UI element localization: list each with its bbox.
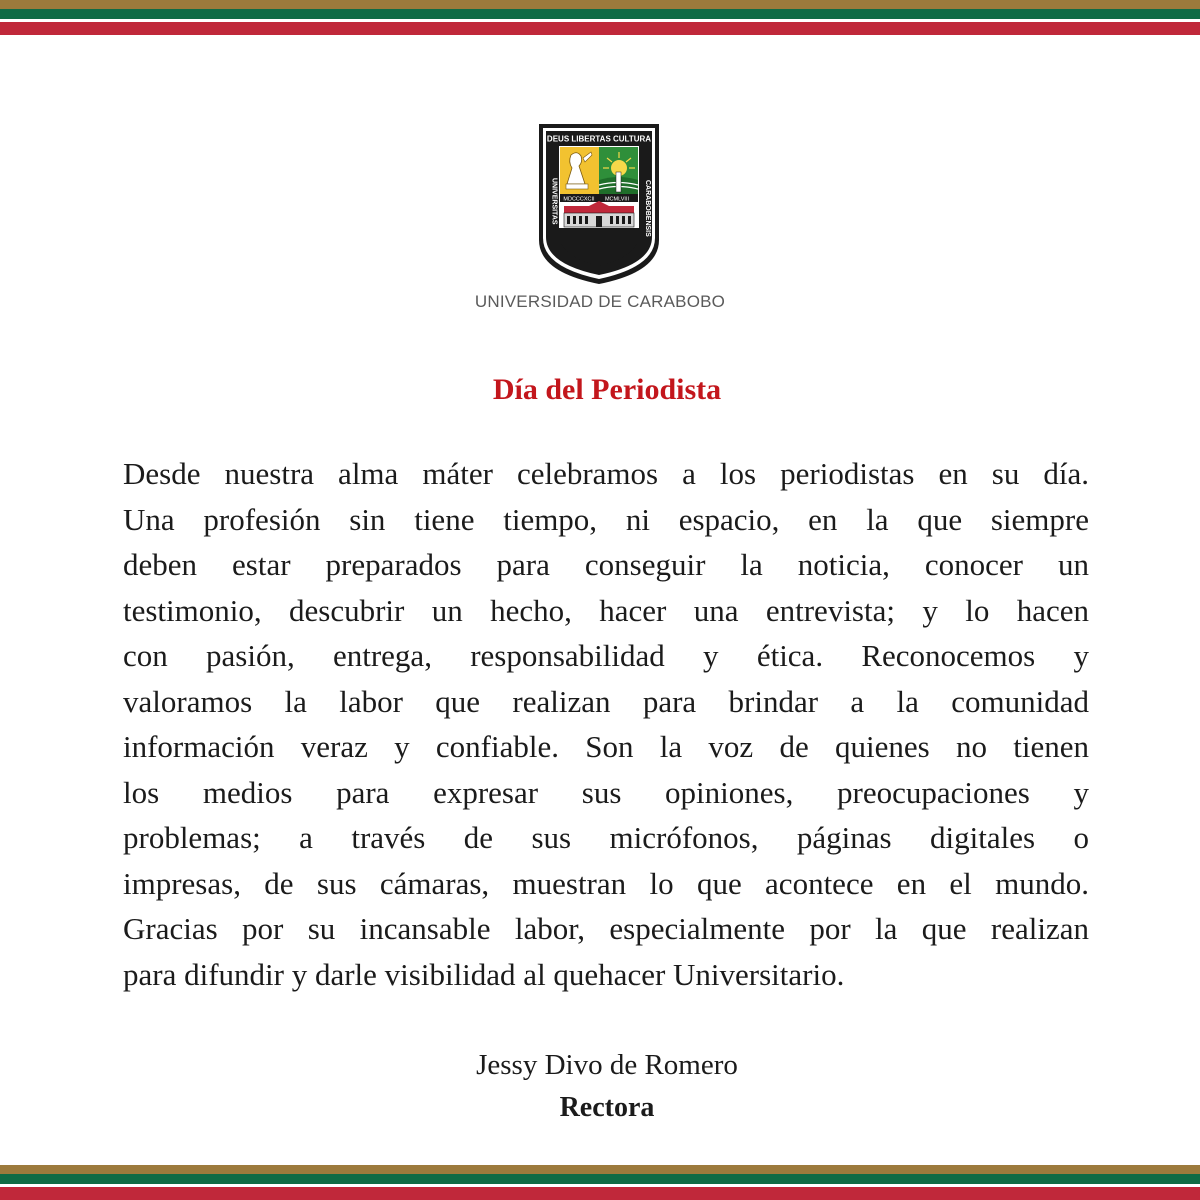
top-border-stripes bbox=[0, 0, 1200, 35]
gold-stripe bbox=[0, 1165, 1200, 1174]
body-line: para difundir y darle visibilidad al quehacer Universitario. bbox=[123, 956, 845, 992]
green-stripe bbox=[0, 1174, 1200, 1184]
svg-text:DEUS LIBERTAS CULTURA: DEUS LIBERTAS CULTURA bbox=[546, 134, 652, 144]
gold-stripe bbox=[0, 0, 1200, 9]
body-line: información veraz y confiable. Son la voz de quienes no tienen bbox=[123, 729, 1089, 764]
signatory-name: Jessy Divo de Romero bbox=[476, 1049, 738, 1081]
university-name: UNIVERSIDAD DE CARABOBO bbox=[474, 292, 726, 311]
message-body bbox=[123, 451, 1089, 997]
body-line: valoramos la labor que realizan para brindar a la comunidad bbox=[123, 683, 1089, 719]
document-title: Día del Periodista bbox=[492, 373, 722, 406]
red-stripe bbox=[0, 1187, 1200, 1200]
signatory-role: Rectora bbox=[559, 1092, 655, 1123]
body-line: deben estar preparados para conseguir la noticia, conocer un bbox=[123, 547, 1089, 582]
svg-text:MCMLVIII: MCMLVIII bbox=[604, 196, 630, 203]
green-stripe bbox=[0, 9, 1200, 19]
svg-text:MDCCCXCII: MDCCCXCII bbox=[563, 196, 595, 203]
body-line: Una profesión sin tiene tiempo, ni espacio, en la que siempre bbox=[123, 501, 1089, 537]
svg-text:UNIVERSITAS: UNIVERSITAS bbox=[550, 178, 558, 225]
bottom-border-stripes bbox=[0, 1165, 1200, 1200]
svg-text:CARABOBENSIS: CARABOBENSIS bbox=[644, 180, 651, 237]
body-line: testimonio, descubrir un hecho, hacer una entrevista; y lo hacen bbox=[123, 592, 1089, 628]
body-line: impresas, de sus cámaras, muestran lo que acontece en el mundo. bbox=[123, 865, 1089, 901]
body-line: con pasión, entrega, responsabilidad y ética. Reconocemos y bbox=[123, 638, 1089, 673]
body-line: Gracias por su incansable labor, especialmente por la que realizan bbox=[123, 911, 1089, 946]
university-crest-icon bbox=[537, 122, 661, 286]
body-line: problemas; a través de sus micrófonos, páginas digitales o bbox=[123, 820, 1089, 855]
body-line: los medios para expresar sus opiniones, preocupaciones y bbox=[123, 774, 1089, 810]
red-stripe bbox=[0, 22, 1200, 35]
body-line: Desde nuestra alma máter celebramos a los periodistas en su día. bbox=[123, 456, 1089, 491]
